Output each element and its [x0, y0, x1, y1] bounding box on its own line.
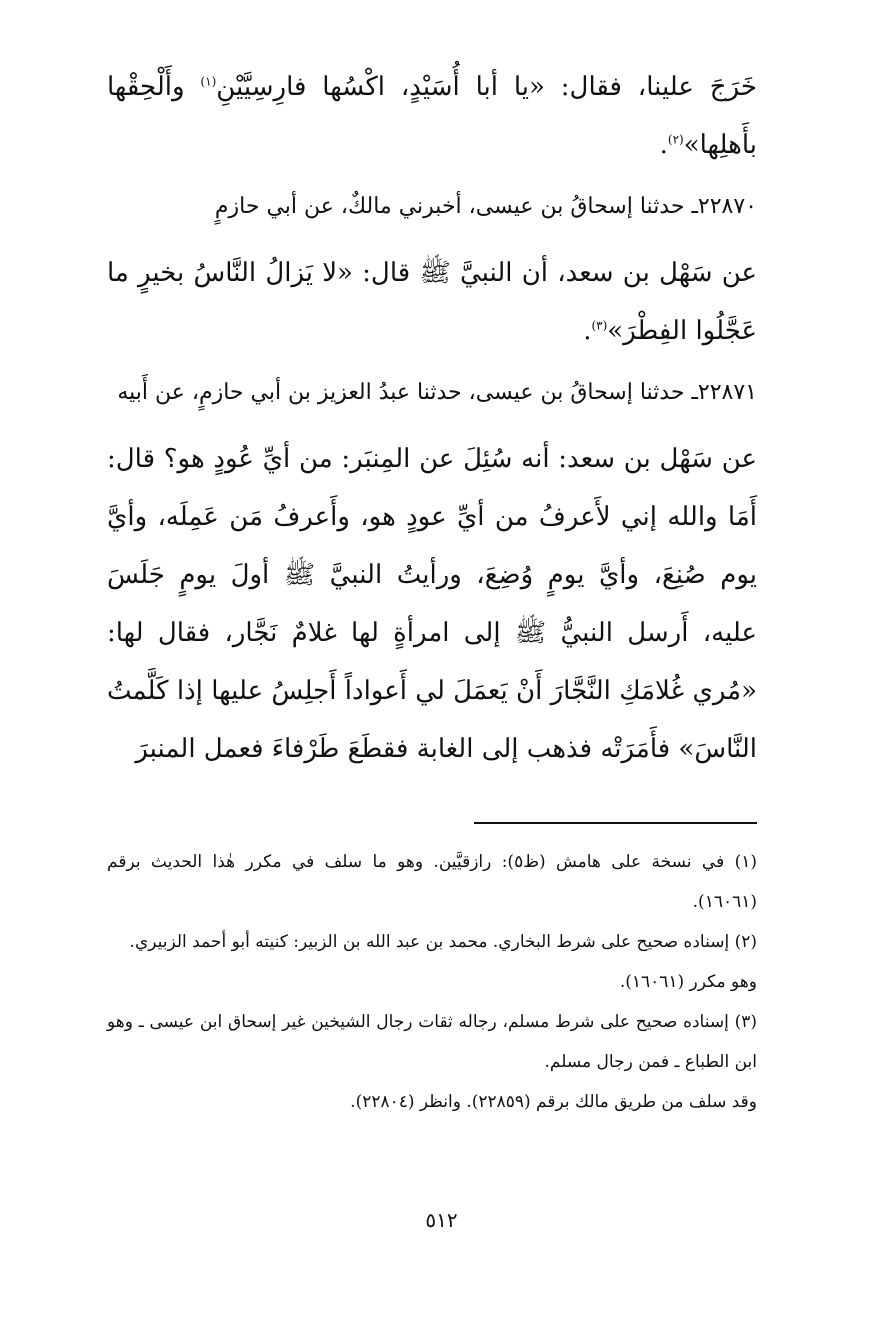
paragraph-text: خَرَجَ علينا، فقال: «يا أبا أُسَيْدٍ، اكْسُها فارِسِيَّيْنِ: [216, 72, 757, 102]
footnote-ref-2[interactable]: (٢): [667, 132, 684, 147]
footnote-3-note: وقد سلف من طريق مالك برقم (٢٢٨٥٩). وانظر (٢٢٨٠٤).: [350, 1092, 757, 1112]
footnote-3: (٣) إسناده صحيح على شرط مسلم، رجاله ثقات رجال الشيخين غير إسحاق ابن عيسى ـ وهو ابن الطباع ـ فمن رجال مسلم.: [107, 1012, 757, 1072]
footnote-ref-1[interactable]: (١): [200, 74, 217, 89]
hadith-text-22871: عن سَهْل بن سعد: أنه سُئِلَ عن المِنبَر: من أيِّ عُودٍ هو؟ قال: أَمَا والله إني لأَعرفُ من أيِّ عودٍ هو، وأَعرفُ مَن عَمِلَه، وأيَّ يوم صُنِعَ، وأيَّ يومٍ وُضِعَ، ورأيتُ النبيَّ ﷺ أولَ يومٍ جَلَسَ عليه، أَرسل النبيُّ ﷺ إلى امرأةٍ لها غلامٌ نَجَّار، فقال لها: «مُري غُلامَكِ النَّجَّارَ أَنْ يَعمَلَ لي أَعواداً أَجلِسُ عليها إذا كَلَّمتُ النَّاسَ» فأَمَرَتْه فذهب إلى الغابة فقطَعَ طَرْفاءَ فعمل المنبرَ: [107, 444, 757, 764]
hadith-chain-22871: ٢٢٨٧١ـ حدثنا إسحاقُ بن عيسى، حدثنا عبدُ العزيز بن أبي حازمٍ، عن أَبيه: [117, 380, 757, 405]
footnote-divider: [474, 822, 757, 824]
paragraph-text: وأَلْحِقْها بأَهلِها»: [107, 72, 757, 160]
main-text: [107, 58, 757, 788]
footnote-1: (١) في نسخة على هامش (ظ٥): رازقيَّين. وهو ما سلف في مكرر هٰذا الحديث برقم (١٦٠٦١).: [107, 852, 757, 912]
paragraph-text: .: [583, 316, 592, 346]
footnote-2: (٢) إسناده صحيح على شرط البخاري. محمد بن عبد الله بن الزبير: كنيته أبو أحمد الزبيري.: [129, 932, 757, 952]
paragraph-text: عن سَهْل بن سعد، أن النبيَّ ﷺ قال: «لا يَزالُ النَّاسُ بخيرٍ ما عَجَّلُوا الفِطْرَ»: [107, 258, 757, 346]
paragraph-continuation: [107, 58, 757, 174]
footnote-2-note: وهو مكرر (١٦٠٦١).: [619, 972, 757, 992]
footnotes: [107, 842, 757, 1122]
paragraph-text: .: [659, 130, 668, 160]
footnote-ref-3[interactable]: (٣): [591, 318, 608, 333]
page-number: ٥١٢: [425, 1208, 458, 1232]
hadith-text-22870: [107, 244, 757, 360]
hadith-chain-22870: ٢٢٨٧٠ـ حدثنا إسحاقُ بن عيسى، أخبرني مالكٌ، عن أبي حازمٍ: [214, 194, 757, 219]
